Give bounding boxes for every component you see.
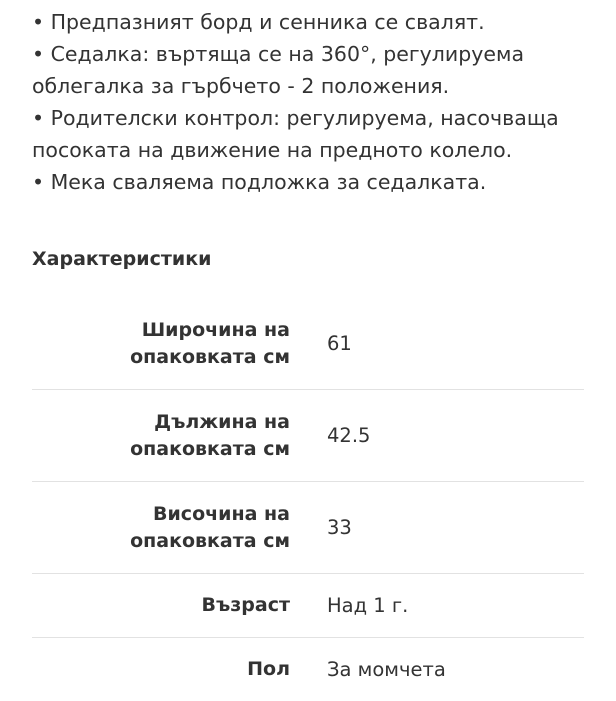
- spec-value: Над 1 г.: [327, 594, 409, 617]
- spec-label: [32, 409, 290, 463]
- feature-line: облегалка за гърбчето - 2 положения.: [32, 74, 450, 98]
- spec-label-line: Дължина на: [154, 410, 290, 433]
- spec-value: За момчета: [327, 658, 446, 681]
- feature-line: посоката на движение на предното колело.: [32, 138, 513, 162]
- table-row: [32, 298, 584, 390]
- feature-list: [0, 0, 616, 198]
- characteristics-heading: Характеристики: [32, 248, 212, 270]
- feature-line: • Предпазният борд и сенника се свалят.: [32, 10, 485, 34]
- table-row: [32, 574, 584, 638]
- feature-line: • Родителски контрол: регулируема, насочваща: [32, 106, 559, 130]
- spec-label: [32, 501, 290, 555]
- table-row: [32, 390, 584, 482]
- spec-label: Възраст: [201, 594, 290, 616]
- spec-label-line: опаковката см: [130, 529, 290, 552]
- spec-value: 42.5: [327, 424, 371, 447]
- spec-label-line: Широчина на: [141, 318, 290, 341]
- spec-value: 33: [327, 516, 352, 539]
- feature-line: • Мека сваляема подложка за седалката.: [32, 170, 487, 194]
- characteristics-table: [32, 298, 584, 701]
- spec-label-line: опаковката см: [130, 345, 290, 368]
- spec-label: [32, 317, 290, 371]
- product-details: [0, 0, 616, 198]
- table-row: [32, 482, 584, 574]
- spec-value: 61: [327, 332, 352, 355]
- spec-label: Пол: [247, 658, 290, 680]
- feature-line: • Седалка: въртяща се на 360°, регулируема: [32, 42, 525, 66]
- spec-label-line: опаковката см: [130, 437, 290, 460]
- table-row: [32, 638, 584, 701]
- spec-label-line: Височина на: [153, 502, 290, 525]
